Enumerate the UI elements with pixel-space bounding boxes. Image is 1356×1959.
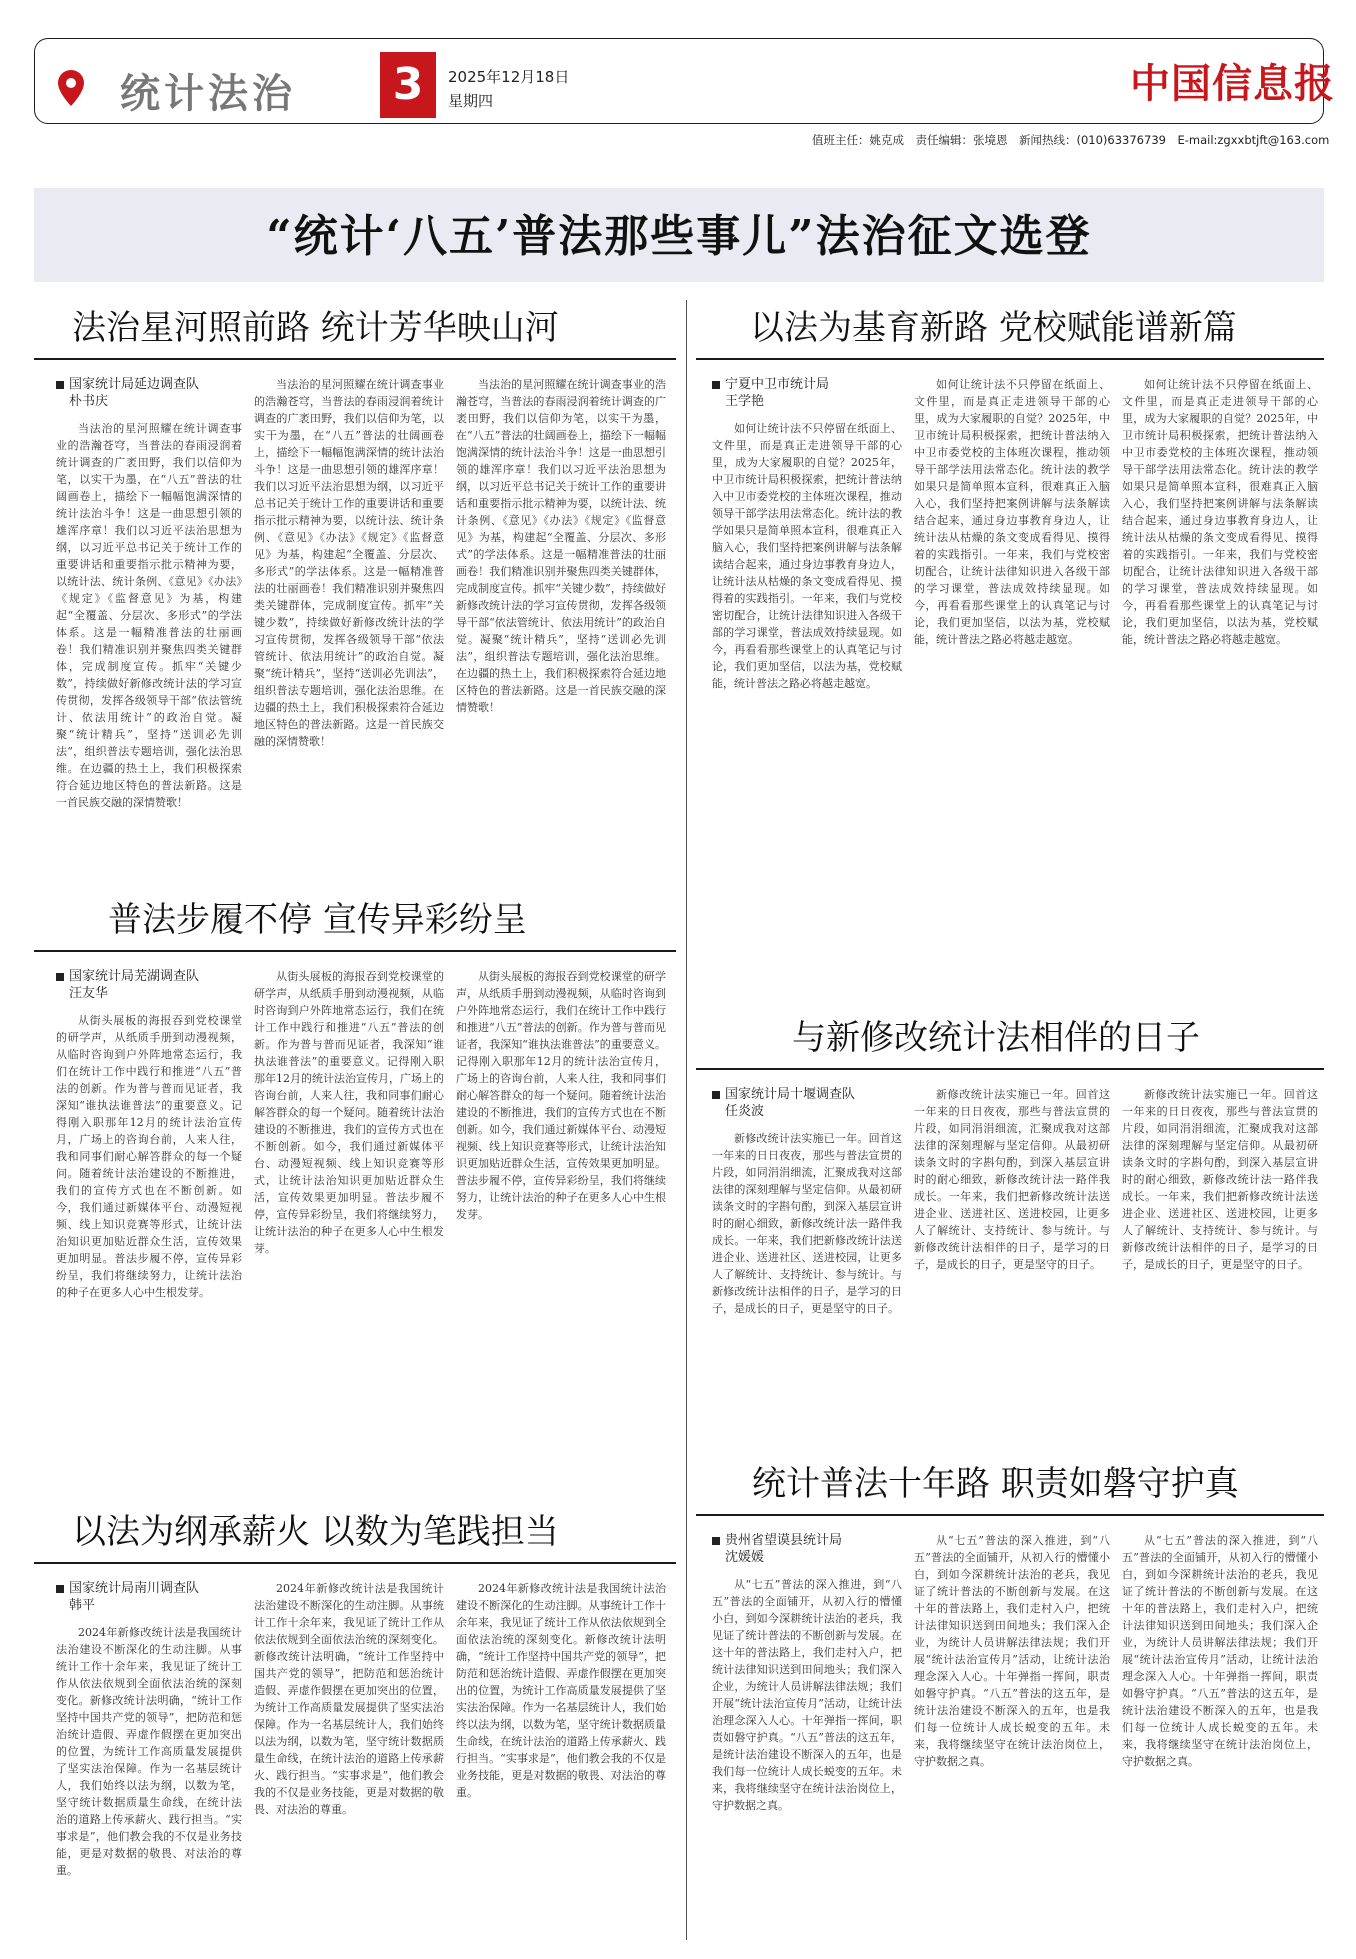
article-byline xyxy=(712,1086,862,1120)
section-title: 统计法治 xyxy=(120,71,296,117)
author-name: 汪友华 xyxy=(69,986,109,1001)
author-org: 国家统计局芜湖调查队 xyxy=(69,969,200,984)
location-pin-icon xyxy=(58,70,84,106)
article-body-column: 新修改统计法实施已一年。回首这一年来的日日夜夜，那些与普法宣贯的片段，如同涓涓细流，汇聚成我对这部法律的深刻理解与坚定信仰。从最初研读条文时的字斟句酌，到深入基层宣讲时的耐心细致，新修改统计法一路伴我成长。一年来，我们把新修改统计法送进企业、送进社区、送进校园，让更多人了解统计、支持统计、参与统计。与新修改统计法相伴的日子，是学习的日子，是成长的日子，更是坚守的日子。 xyxy=(914,1088,1110,1271)
article-body-column: 2024年新修改统计法是我国统计法治建设不断深化的生动注脚。从事统计工作十余年来，我见证了统计工作从依法依规到全面依法治统的深刻变化。新修改统计法明确，“统计工作坚持中国共产党的领导”，把防范和惩治统计造假、弄虚作假摆在更加突出的位置，为统计工作高质量发展提供了坚实法治保障。作为一名基层统计人，我们始终以法为纲，以数为笔，坚守统计数据质量生命线，在统计法治的道路上传承薪火、践行担当。“实事求是”，他们教会我的不仅是业务技能，更是对数据的敬畏、对法治的尊重。 xyxy=(254,1582,444,1816)
article-headline: 普法步履不停 宣传异彩纷呈 xyxy=(108,900,527,940)
bullet-square-icon xyxy=(56,381,64,389)
headline-rule xyxy=(34,358,676,360)
article-body-column: 2024年新修改统计法是我国统计法治建设不断深化的生动注脚。从事统计工作十余年来，我见证了统计工作从依法依规到全面依法治统的深刻变化。新修改统计法明确，“统计工作坚持中国共产党的领导”，把防范和惩治统计造假、弄虚作假摆在更加突出的位置，为统计工作高质量发展提供了坚实法治保障。作为一名基层统计人，我们始终以法为纲，以数为笔，坚守统计数据质量生命线，在统计法治的道路上传承薪火、践行担当。“实事求是”，他们教会我的不仅是业务技能，更是对数据的敬畏、对法治的尊重。 xyxy=(456,1582,666,1799)
article-byline xyxy=(712,1532,862,1566)
article-body-column: 从街头展板的海报吞到党校课堂的研学声，从纸质手册到动漫视频，从临时咨询到户外阵地常态运行，我们在统计工作中践行和推进“八五”普法的创新。作为普与普而见证者，我深知“谁执法谁普法”的重要意义。记得刚入职那年12月的统计法治宣传月，广场上的咨询台前，人来人往，我和同事们耐心解答群众的每一个疑问。随着统计法治建设的不断推进，我们的宣传方式也在不断创新。如今，我们通过新媒体平台、动漫短视频、线上知识竞赛等形式，让统计法治知识更加贴近群众生活，宣传效果更加明显。普法步履不停，宣传异彩纷呈，我们将继续努力，让统计法治的种子在更多人心中生根发芽。 xyxy=(456,970,666,1221)
headline-rule xyxy=(696,358,1324,360)
bullet-square-icon xyxy=(712,1091,720,1099)
article-body-column: 从“七五”普法的深入推进，到“八五”普法的全面铺开，从初入行的懵懂小白，到如今深耕统计法治的老兵，我见证了统计普法的不断创新与发展。在这十年的普法路上，我们走村入户，把统计法律知识送到田间地头；我们深入企业，为统计人员讲解法律法规；我们开展“统计法治宣传月”活动，让统计法治理念深入人心。十年弹指一挥间，职责如磐守护真。“八五”普法的这五年，是统计法治建设不断深入的五年，也是我们每一位统计人成长蜕变的五年。未来，我将继续坚守在统计法治岗位上，守护数据之真。 xyxy=(914,1534,1110,1768)
headline-rule xyxy=(696,1068,1324,1070)
article-headline: 与新修改统计法相伴的日子 xyxy=(792,1018,1200,1058)
article-headline: 法治星河照前路 统计芳华映山河 xyxy=(72,308,559,348)
issue-weekday: 星期四 xyxy=(448,92,494,110)
author-org: 国家统计局南川调查队 xyxy=(69,1581,200,1596)
article-body-column: 从“七五”普法的深入推进，到“八五”普法的全面铺开，从初入行的懵懂小白，到如今深耕统计法治的老兵，我见证了统计普法的不断创新与发展。在这十年的普法路上，我们走村入户，把统计法律知识送到田间地头；我们深入企业，为统计人员讲解法律法规；我们开展“统计法治宣传月”活动，让统计法治理念深入人心。十年弹指一挥间，职责如磐守护真。“八五”普法的这五年，是统计法治建设不断深入的五年，也是我们每一位统计人成长蜕变的五年。未来，我将继续坚守在统计法治岗位上，守护数据之真。 xyxy=(712,1578,902,1812)
article-body-column: 当法治的星河照耀在统计调查事业的浩瀚苍穹，当普法的春雨浸润着统计调查的广袤田野，我们以信仰为笔，以实干为墨，在“八五”普法的壮阔画卷上，描绘下一幅幅饱满深情的统计法治斗争！这是一曲思想引领的雄浑序章！我们以习近平法治思想为纲，以习近平总书记关于统计工作的重要讲话和重要指示批示精神为要，以统计法、统计条例、《意见》《办法》《规定》《监督意见》为基，构建起“全覆盖、分层次、多形式”的学法体系。这是一幅精准普法的壮丽画卷！我们精准识别并聚焦四类关键群体，完成制度宣传。抓牢“关键少数”，持续做好新修改统计法的学习宣传贯彻，发挥各级领导干部“依法管统计、依法用统计”的政治自觉。凝聚“统计精兵”，坚持“送训必先训法”，组织普法专题培训，强化法治思维。在边疆的热土上，我们积极探索符合延边地区特色的普法新路。这是一首民族交融的深情赞歌！ xyxy=(254,378,444,748)
article-body-column: 当法治的星河照耀在统计调查事业的浩瀚苍穹，当普法的春雨浸润着统计调查的广袤田野，我们以信仰为笔，以实干为墨，在“八五”普法的壮阔画卷上，描绘下一幅幅饱满深情的统计法治斗争！这是一曲思想引领的雄浑序章！我们以习近平法治思想为纲，以习近平总书记关于统计工作的重要讲话和重要指示批示精神为要，以统计法、统计条例、《意见》《办法》《规定》《监督意见》为基，构建起“全覆盖、分层次、多形式”的学法体系。这是一幅精准普法的壮丽画卷！我们精准识别并聚焦四类关键群体，完成制度宣传。抓牢“关键少数”，持续做好新修改统计法的学习宣传贯彻，发挥各级领导干部“依法管统计、依法用统计”的政治自觉。凝聚“统计精兵”，坚持“送训必先训法”，组织普法专题培训，强化法治思维。在边疆的热土上，我们积极探索符合延边地区特色的普法新路。这是一首民族交融的深情赞歌！ xyxy=(456,378,666,714)
bullet-square-icon xyxy=(712,381,720,389)
author-org: 国家统计局十堰调查队 xyxy=(725,1087,856,1102)
column-divider xyxy=(686,300,687,1940)
article-byline xyxy=(56,968,206,1002)
bullet-square-icon xyxy=(56,1585,64,1593)
article-body-column: 新修改统计法实施已一年。回首这一年来的日日夜夜，那些与普法宣贯的片段，如同涓涓细流，汇聚成我对这部法律的深刻理解与坚定信仰。从最初研读条文时的字斟句酌，到深入基层宣讲时的耐心细致，新修改统计法一路伴我成长。一年来，我们把新修改统计法送进企业、送进社区、送进校园，让更多人了解统计、支持统计、参与统计。与新修改统计法相伴的日子，是学习的日子，是成长的日子，更是坚守的日子。 xyxy=(712,1132,902,1315)
article-byline xyxy=(712,376,862,410)
author-name: 王学艳 xyxy=(725,394,765,409)
article-byline xyxy=(56,376,206,410)
headline-rule xyxy=(696,1514,1324,1516)
bullet-square-icon xyxy=(712,1537,720,1545)
feature-title: “统计‘八五’普法那些事儿”法治征文选登 xyxy=(266,211,1092,262)
article-body-column: 如何让统计法不只停留在纸面上、文件里，而是真正走进领导干部的心里，成为大家履职的自觉？2025年，中卫市统计局积极探索，把统计普法纳入中卫市委党校的主体班次课程，推动领导干部学法用法常态化。统计法的教学如果只是简单照本宣科，很难真正入脑入心，我们坚持把案例讲解与法条解读结合起来，通过身边事教育身边人，让统计法从枯燥的条文变成看得见、摸得着的实践指引。一年来，我们与党校密切配合，让统计法律知识进入各级干部的学习课堂，普法成效持续显现。如今，再看看那些课堂上的认真笔记与讨论，我们更加坚信，以法为基，党校赋能，统计普法之路必将越走越宽。 xyxy=(712,422,902,690)
editor-credits: 值班主任：姚克成 责任编辑：张境恩 新闻热线：(010)63376739 E-mail:zgxxbtjft@163.com xyxy=(812,133,1330,147)
article-body-column: 如何让统计法不只停留在纸面上、文件里，而是真正走进领导干部的心里，成为大家履职的自觉？2025年，中卫市统计局积极探索，把统计普法纳入中卫市委党校的主体班次课程，推动领导干部学法用法常态化。统计法的教学如果只是简单照本宣科，很难真正入脑入心，我们坚持把案例讲解与法条解读结合起来，通过身边事教育身边人，让统计法从枯燥的条文变成看得见、摸得着的实践指引。一年来，我们与党校密切配合，让统计法律知识进入各级干部的学习课堂，普法成效持续显现。如今，再看看那些课堂上的认真笔记与讨论，我们更加坚信，以法为基，党校赋能，统计普法之路必将越走越宽。 xyxy=(914,378,1110,646)
headline-rule xyxy=(34,950,676,952)
page-number: 3 xyxy=(380,52,436,118)
issue-date: 2025年12月18日 xyxy=(448,68,570,86)
author-org: 宁夏中卫市统计局 xyxy=(725,377,830,392)
article-body-column: 从“七五”普法的深入推进，到“八五”普法的全面铺开，从初入行的懵懂小白，到如今深耕统计法治的老兵，我见证了统计普法的不断创新与发展。在这十年的普法路上，我们走村入户，把统计法律知识送到田间地头；我们深入企业，为统计人员讲解法律法规；我们开展“统计法治宣传月”活动，让统计法治理念深入人心。十年弹指一挥间，职责如磐守护真。“八五”普法的这五年，是统计法治建设不断深入的五年，也是我们每一位统计人成长蜕变的五年。未来，我将继续坚守在统计法治岗位上，守护数据之真。 xyxy=(1122,1534,1318,1768)
article-headline: 以法为纲承薪火 以数为笔践担当 xyxy=(72,1512,559,1552)
headline-rule xyxy=(34,1562,676,1564)
article-byline xyxy=(56,1580,206,1614)
article-body-column: 当法治的星河照耀在统计调查事业的浩瀚苍穹，当普法的春雨浸润着统计调查的广袤田野，我们以信仰为笔，以实干为墨，在“八五”普法的壮阔画卷上，描绘下一幅幅饱满深情的统计法治斗争！这是一曲思想引领的雄浑序章！我们以习近平法治思想为纲，以习近平总书记关于统计工作的重要讲话和重要指示批示精神为要，以统计法、统计条例、《意见》《办法》《规定》《监督意见》为基，构建起“全覆盖、分层次、多形式”的学法体系。这是一幅精准普法的壮丽画卷！我们精准识别并聚焦四类关键群体，完成制度宣传。抓牢“关键少数”，持续做好新修改统计法的学习宣传贯彻，发挥各级领导干部“依法管统计、依法用统计”的政治自觉。凝聚“统计精兵”，坚持“送训必先训法”，组织普法专题培训，强化法治思维。在边疆的热土上，我们积极探索符合延边地区特色的普法新路。这是一首民族交融的深情赞歌！ xyxy=(56,422,242,809)
author-org: 贵州省望谟县统计局 xyxy=(725,1533,843,1548)
newspaper-logo: 中国信息报 xyxy=(1130,60,1335,107)
bullet-square-icon xyxy=(56,973,64,981)
article-body-column: 从街头展板的海报吞到党校课堂的研学声，从纸质手册到动漫视频，从临时咨询到户外阵地常态运行，我们在统计工作中践行和推进“八五”普法的创新。作为普与普而见证者，我深知“谁执法谁普法”的重要意义。记得刚入职那年12月的统计法治宣传月，广场上的咨询台前，人来人往，我和同事们耐心解答群众的每一个疑问。随着统计法治建设的不断推进，我们的宣传方式也在不断创新。如今，我们通过新媒体平台、动漫短视频、线上知识竞赛等形式，让统计法治知识更加贴近群众生活，宣传效果更加明显。普法步履不停，宣传异彩纷呈，我们将继续努力，让统计法治的种子在更多人心中生根发芽。 xyxy=(254,970,444,1255)
article-body-column: 新修改统计法实施已一年。回首这一年来的日日夜夜，那些与普法宣贯的片段，如同涓涓细流，汇聚成我对这部法律的深刻理解与坚定信仰。从最初研读条文时的字斟句酌，到深入基层宣讲时的耐心细致，新修改统计法一路伴我成长。一年来，我们把新修改统计法送进企业、送进社区、送进校园，让更多人了解统计、支持统计、参与统计。与新修改统计法相伴的日子，是学习的日子，是成长的日子，更是坚守的日子。 xyxy=(1122,1088,1318,1271)
author-name: 任炎波 xyxy=(725,1104,765,1119)
article-body-column: 如何让统计法不只停留在纸面上、文件里，而是真正走进领导干部的心里，成为大家履职的自觉？2025年，中卫市统计局积极探索，把统计普法纳入中卫市委党校的主体班次课程，推动领导干部学法用法常态化。统计法的教学如果只是简单照本宣科，很难真正入脑入心，我们坚持把案例讲解与法条解读结合起来，通过身边事教育身边人，让统计法从枯燥的条文变成看得见、摸得着的实践指引。一年来，我们与党校密切配合，让统计法律知识进入各级干部的学习课堂，普法成效持续显现。如今，再看看那些课堂上的认真笔记与讨论，我们更加坚信，以法为基，党校赋能，统计普法之路必将越走越宽。 xyxy=(1122,378,1318,646)
article-headline: 以法为基育新路 党校赋能谱新篇 xyxy=(750,308,1237,348)
article-headline: 统计普法十年路 职责如磐守护真 xyxy=(752,1464,1239,1504)
author-name: 韩平 xyxy=(69,1598,96,1613)
article-body-column: 2024年新修改统计法是我国统计法治建设不断深化的生动注脚。从事统计工作十余年来，我见证了统计工作从依法依规到全面依法治统的深刻变化。新修改统计法明确，“统计工作坚持中国共产党的领导”，把防范和惩治统计造假、弄虚作假摆在更加突出的位置，为统计工作高质量发展提供了坚实法治保障。作为一名基层统计人，我们始终以法为纲，以数为笔，坚守统计数据质量生命线，在统计法治的道路上传承薪火、践行担当。“实事求是”，他们教会我的不仅是业务技能，更是对数据的敬畏、对法治的尊重。 xyxy=(56,1626,242,1877)
author-name: 沈媛媛 xyxy=(725,1550,765,1565)
article-body-column: 从街头展板的海报吞到党校课堂的研学声，从纸质手册到动漫视频，从临时咨询到户外阵地常态运行，我们在统计工作中践行和推进“八五”普法的创新。作为普与普而见证者，我深知“谁执法谁普法”的重要意义。记得刚入职那年12月的统计法治宣传月，广场上的咨询台前，人来人往，我和同事们耐心解答群众的每一个疑问。随着统计法治建设的不断推进，我们的宣传方式也在不断创新。如今，我们通过新媒体平台、动漫短视频、线上知识竞赛等形式，让统计法治知识更加贴近群众生活，宣传效果更加明显。普法步履不停，宣传异彩纷呈，我们将继续努力，让统计法治的种子在更多人心中生根发芽。 xyxy=(56,1014,242,1299)
author-name: 朴书庆 xyxy=(69,394,109,409)
author-org: 国家统计局延边调查队 xyxy=(69,377,200,392)
